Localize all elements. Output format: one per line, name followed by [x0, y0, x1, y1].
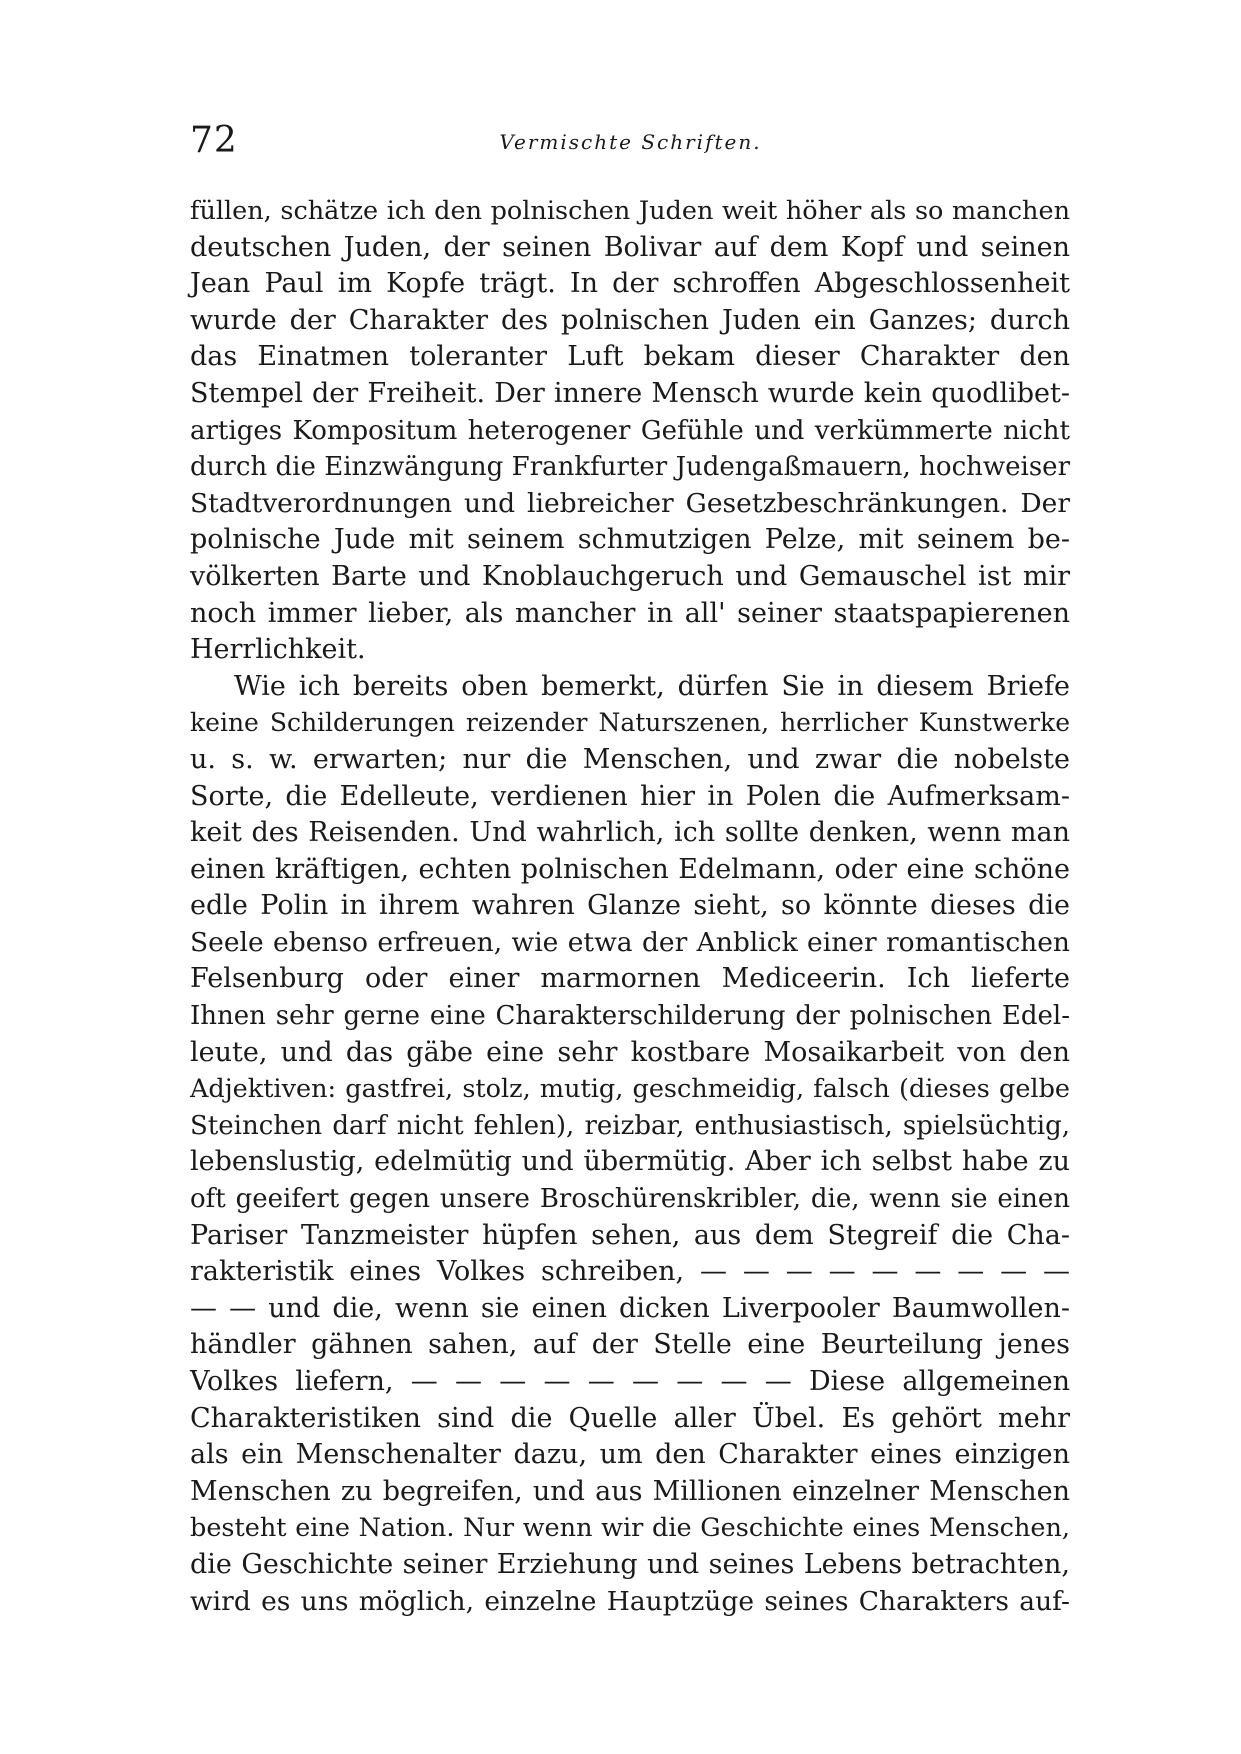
- text-line: leute, und das gäbe eine sehr kostbare Mosaikarbeit von den: [190, 1036, 1070, 1068]
- text-line: wird es uns möglich, einzelne Hauptzüge seines Charakters auf-: [190, 1585, 1070, 1617]
- text-line: Stempel der Freiheit. Der innere Mensch wurde kein quodlibet-: [190, 377, 1070, 409]
- text-line: Seele ebenso erfreuen, wie etwa der Anblick einer romantischen: [190, 926, 1070, 958]
- text-line: u. s. w. erwarten; nur die Menschen, und zwar die nobelste: [190, 743, 1070, 775]
- text-line: Adjektiven: gastfrei, stolz, mutig, geschmeidig, falsch (dieses gelbe: [190, 1074, 1070, 1105]
- text-line: deutschen Juden, der seinen Bolivar auf dem Kopf und seinen: [190, 231, 1070, 263]
- text-line: einen kräftigen, echten polnischen Edelmann, oder eine schöne: [190, 853, 1070, 885]
- text-line: keine Schilderungen reizender Naturszenen, herrlicher Kunstwerke: [190, 708, 1070, 738]
- text-line: edle Polin in ihrem wahren Glanze sieht, so könnte dieses die: [190, 890, 1070, 922]
- text-line: besteht eine Nation. Nur wenn wir die Geschichte eines Menschen,: [190, 1513, 1070, 1544]
- paragraph-start-line: Wie ich bereits oben bemerkt, dürfen Sie in diesem Briefe: [234, 670, 1070, 702]
- text-line: Sorte, die Edelleute, verdienen hier in Polen die Aufmerksam-: [190, 780, 1070, 812]
- text-line: Charakteristiken sind die Quelle aller Übel. Es gehört mehr: [190, 1402, 1070, 1434]
- text-line: Felsenburg oder einer marmornen Mediceerin. Ich lieferte: [190, 963, 1070, 995]
- text-line: völkerten Barte und Knoblauchgeruch und Gemauschel ist mir: [190, 560, 1070, 592]
- text-line: Volkes liefern, — — — — — — — — — Diese allgemeinen: [190, 1366, 1070, 1397]
- text-line: noch immer lieber, als mancher in all' seiner staatspapierenen: [190, 597, 1070, 629]
- text-line: lebenslustig, edelmütig und übermütig. Aber ich selbst habe zu: [190, 1146, 1070, 1178]
- text-line: rakteristik eines Volkes schreiben, — — — — — — — — —: [190, 1256, 1070, 1288]
- text-line: keit des Reisenden. Und wahrlich, ich sollte denken, wenn man: [190, 817, 1070, 849]
- text-line: Menschen zu begreifen, und aus Millionen einzelner Menschen: [190, 1475, 1070, 1507]
- page-number: 72: [190, 120, 238, 161]
- text-line: Ihnen sehr gerne eine Charakterschilderung der polnischen Edel-: [190, 1001, 1070, 1032]
- text-line: Stadtverordnungen und liebreicher Gesetzbeschränkungen. Der: [190, 487, 1070, 519]
- text-line: artiges Kompositum heterogener Gefühle und verkümmerte nicht: [190, 415, 1070, 446]
- paragraph-end-line: Herrlichkeit.: [190, 634, 366, 666]
- text-line: als ein Menschenalter dazu, um den Charakter eines einzigen: [190, 1439, 1070, 1471]
- running-title: Vermischte Schriften.: [499, 130, 762, 154]
- text-line: durch die Einzwängung Frankfurter Judengaßmauern, hochweiser: [190, 452, 1070, 483]
- text-line: polnische Jude mit seinem schmutzigen Pelze, mit seinem be-: [190, 524, 1070, 556]
- text-line: Steinchen darf nicht fehlen), reizbar, enthusiastisch, spielsüchtig,: [190, 1110, 1070, 1141]
- page-header: [190, 120, 1071, 170]
- text-line: Pariser Tanzmeister hüpfen sehen, aus dem Stegreif die Cha-: [190, 1219, 1070, 1251]
- text-line: — — und die, wenn sie einen dicken Liverpooler Baumwollen-: [190, 1292, 1070, 1324]
- text-line: das Einatmen toleranter Luft bekam dieser Charakter den: [190, 341, 1070, 373]
- text-line: händler gähnen sahen, auf der Stelle eine Beurteilung jenes: [190, 1329, 1070, 1361]
- text-line: wurde der Charakter des polnischen Juden ein Ganzes; durch: [190, 304, 1070, 336]
- text-line: die Geschichte seiner Erziehung und seines Lebens betrachten,: [190, 1548, 1070, 1580]
- text-line: oft geeifert gegen unsere Broschürenskribler, die, wenn sie einen: [190, 1184, 1070, 1215]
- text-line: füllen, schätze ich den polnischen Juden weit höher als so manchen: [190, 196, 1070, 226]
- text-line: Jean Paul im Kopfe trägt. In der schroffen Abgeschlossenheit: [190, 268, 1070, 300]
- body-text: [190, 193, 1070, 1620]
